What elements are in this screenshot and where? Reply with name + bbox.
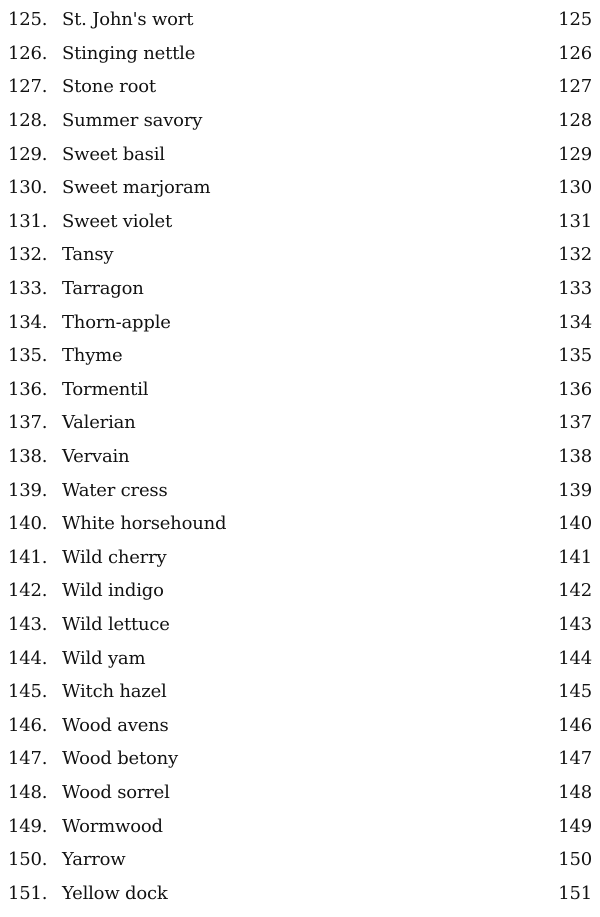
- toc-entry: [0, 675, 600, 709]
- entry-page-number: 138: [558, 446, 592, 468]
- toc-entry: [0, 843, 600, 877]
- entry-number: 136.: [8, 378, 48, 400]
- toc-entry: [0, 272, 600, 306]
- toc-entry: [0, 339, 600, 373]
- entry-page-number: 133: [558, 278, 592, 300]
- toc-entry: [0, 541, 600, 575]
- entry-page-number: 144: [558, 647, 592, 669]
- entry-number: 130.: [8, 177, 48, 199]
- entry-title: Valerian: [62, 412, 136, 434]
- toc-entry: [0, 70, 600, 104]
- entry-page-number: 151: [558, 882, 592, 904]
- toc-entry: [0, 473, 600, 507]
- entry-number: 131.: [8, 210, 48, 232]
- entry-title: Vervain: [62, 446, 130, 468]
- entry-page-number: 137: [558, 412, 592, 434]
- entry-page-number: 150: [558, 849, 592, 871]
- toc-entry: [0, 507, 600, 541]
- entry-page-number: 132: [558, 244, 592, 266]
- entry-title: Yarrow: [62, 849, 126, 871]
- entry-page-number: 126: [558, 42, 592, 64]
- entry-number: 148.: [8, 781, 48, 803]
- entry-title: Sweet violet: [62, 210, 173, 232]
- entry-number: 129.: [8, 143, 48, 165]
- toc-entry: [0, 440, 600, 474]
- toc-entry: [0, 305, 600, 339]
- entry-number: 145.: [8, 681, 48, 703]
- entry-page-number: 130: [558, 177, 592, 199]
- entry-title: Tormentil: [62, 378, 149, 400]
- entry-page-number: 131: [558, 210, 592, 232]
- entry-number: 144.: [8, 647, 48, 669]
- entry-page-number: 145: [558, 681, 592, 703]
- entry-page-number: 143: [558, 613, 592, 635]
- entry-number: 149.: [8, 815, 48, 837]
- entry-number: 132.: [8, 244, 48, 266]
- entry-page-number: 142: [558, 580, 592, 602]
- entry-page-number: 125: [558, 9, 592, 31]
- entry-page-number: 134: [558, 311, 592, 333]
- toc-entry: [0, 3, 600, 37]
- entry-number: 151.: [8, 882, 48, 904]
- entry-number: 141.: [8, 546, 48, 568]
- entry-page-number: 136: [558, 378, 592, 400]
- entry-title: Stone root: [62, 76, 156, 98]
- entry-title: Yellow dock: [62, 882, 168, 904]
- entry-title: Tansy: [62, 244, 114, 266]
- entry-number: 143.: [8, 613, 48, 635]
- toc-entry: [0, 641, 600, 675]
- entry-title: Stinging nettle: [62, 42, 196, 64]
- entry-title: Water cress: [62, 479, 168, 501]
- toc-entry: [0, 171, 600, 205]
- entry-number: 128.: [8, 110, 48, 132]
- entry-title: White horsehound: [62, 513, 227, 535]
- entry-page-number: 148: [558, 781, 592, 803]
- toc-entry: [0, 104, 600, 138]
- entry-title: Witch hazel: [62, 681, 167, 703]
- toc-entry: [0, 708, 600, 742]
- entry-number: 140.: [8, 513, 48, 535]
- entry-title: Wild indigo: [62, 580, 164, 602]
- entry-title: Wood sorrel: [62, 781, 170, 803]
- toc-entry: [0, 37, 600, 71]
- entry-title: Wild yam: [62, 647, 146, 669]
- entry-title: Wormwood: [62, 815, 163, 837]
- entry-title: Wild cherry: [62, 546, 167, 568]
- entry-title: St. John's wort: [62, 9, 194, 31]
- entry-title: Sweet basil: [62, 143, 165, 165]
- entry-page-number: 128: [558, 110, 592, 132]
- entry-title: Wood betony: [62, 748, 179, 770]
- entry-number: 135.: [8, 345, 48, 367]
- entry-title: Thorn-apple: [62, 311, 171, 333]
- toc-entry: [0, 373, 600, 407]
- toc-entry: [0, 776, 600, 810]
- entry-number: 137.: [8, 412, 48, 434]
- entry-number: 134.: [8, 311, 48, 333]
- entry-title: Thyme: [62, 345, 123, 367]
- entry-number: 150.: [8, 849, 48, 871]
- entry-page-number: 127: [558, 76, 592, 98]
- entry-page-number: 139: [558, 479, 592, 501]
- toc-entry: [0, 809, 600, 843]
- entry-title: Wild lettuce: [62, 613, 170, 635]
- entry-number: 147.: [8, 748, 48, 770]
- entry-number: 142.: [8, 580, 48, 602]
- toc-entry: [0, 574, 600, 608]
- entry-number: 138.: [8, 446, 48, 468]
- toc-entry: [0, 406, 600, 440]
- toc-entry: [0, 742, 600, 776]
- toc-entry: [0, 137, 600, 171]
- toc-entry: [0, 205, 600, 239]
- entry-number: 133.: [8, 278, 48, 300]
- entry-page-number: 140: [558, 513, 592, 535]
- entry-page-number: 147: [558, 748, 592, 770]
- entry-page-number: 135: [558, 345, 592, 367]
- entry-title: Summer savory: [62, 110, 203, 132]
- entry-number: 125.: [8, 9, 48, 31]
- entry-number: 139.: [8, 479, 48, 501]
- entry-page-number: 149: [558, 815, 592, 837]
- toc-entry: [0, 238, 600, 272]
- entry-title: Tarragon: [62, 278, 144, 300]
- entry-title: Sweet marjoram: [62, 177, 211, 199]
- entry-title: Wood avens: [62, 714, 169, 736]
- entry-page-number: 146: [558, 714, 592, 736]
- toc-entry: [0, 876, 600, 910]
- entry-number: 126.: [8, 42, 48, 64]
- entry-number: 127.: [8, 76, 48, 98]
- toc-entry: [0, 608, 600, 642]
- entry-page-number: 129: [558, 143, 592, 165]
- entry-number: 146.: [8, 714, 48, 736]
- entry-page-number: 141: [558, 546, 592, 568]
